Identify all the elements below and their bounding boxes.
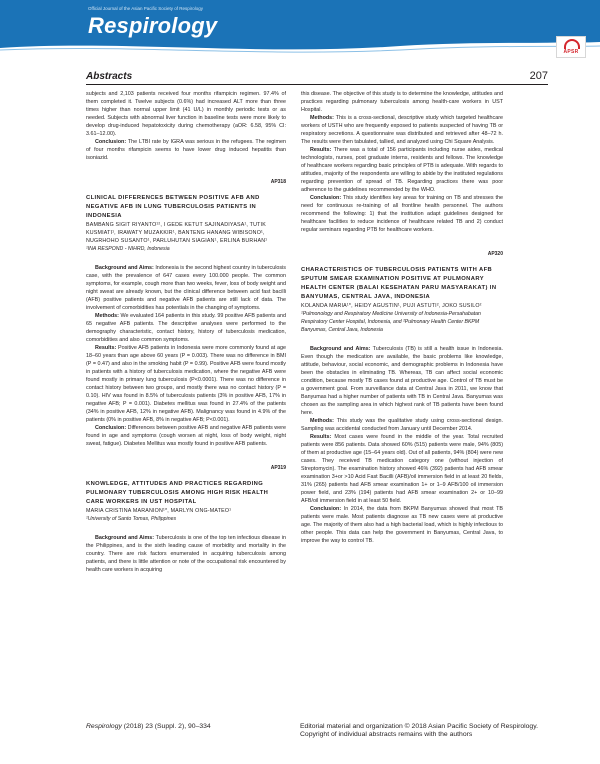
abstract-authors-ap320: KOLANDA MARIA¹*, HEIDY AGUSTIN¹, PUJI ASTUTI², JOKO SUSILO²	[301, 303, 482, 309]
journal-title: Respirology	[88, 13, 218, 38]
ap319-methods: Methods: This is a cross-sectional, descriptive study which targeted healthcare workers of USTH who are frequently exposed to patients suspected of having TB or respiratory secretions. A questionnaire was distributed and retrieved after 48–72 h. The results were then tabulated, tallied, and analyzed using Chi Square Analysis.	[301, 115, 503, 145]
footer-copyright	[300, 723, 554, 739]
abstract-authors-ap319: MARIA CRISTINA MARANION¹*, MARLYN ONG-MATEO¹	[86, 508, 232, 514]
abstract-id-ap319: AP319	[270, 465, 286, 471]
ap318-conclusion: Conclusion: Differences between positive AFB and negative AFB patients were found in age and symptoms (cough worsen at night, loss of body weight, night sweat, fatigue). Diabetes Mellitus was mostly found in positive AFB patients.	[86, 425, 286, 447]
ap319-background-continued: this disease. The objective of this study is to determine the knowledge, attitudes and practices regarding pulmonary tuberculosis among health-care workers in UST Hospital.	[301, 91, 503, 113]
apsr-logo	[556, 36, 586, 58]
left-column	[86, 90, 286, 574]
page-number: 207	[529, 70, 548, 82]
section-header: Abstracts	[86, 71, 133, 82]
right-column	[301, 90, 503, 545]
abstract-affiliation-ap319: ¹University of Santo Tomas, Philippines	[86, 516, 177, 522]
abstract-authors-ap318: BAMBANG SIGIT RIYANTO¹², I GEDE KETUT SAJINADIYASA¹, TUTIK KUSMIATI¹, IRAWATY MUZAKKIR¹, BANTENG HANANG WIBISONO¹, NUGRHOHO SUSANTO¹, PARLUHUTAN SIAGIAN¹, ERLINA BURHAN¹	[86, 222, 268, 244]
ap320-methods: Methods: This study was the qualitative study using cross-sectional design. Sampling was accidental conducted from January until December 2014.	[301, 418, 503, 432]
abstract-id-ap320: AP320	[487, 251, 503, 257]
ap318-methods: Methods: We evaluated 164 patients in this study. 99 positive AFB patients and 65 negative AFB patients. The descriptive analyses were performed to the demography characteristic, contact history, history of tuberculosis medication, comorbidities and also common symptoms.	[86, 313, 286, 343]
abstract-title-ap320: CHARACTERISTICS OF TUBERCULOSIS PATIENTS WITH AFB SPUTUM SMEAR EXAMINATION POSITIVE AT PULMONARY HEALTH CENTER (BALAI KESEHATAN PARU MASYARAKAT) IN BANYUMAS, CENTRAL JAVA, INDONESIA	[301, 267, 497, 300]
footer-rights-line-1: Editorial material and organization © 2018 Asian Pacific Society of Respirology.	[300, 723, 538, 730]
footer-rights-line-2: Copyright of individual abstracts remains with the authors	[300, 731, 473, 738]
abstract-title-ap318: CLINICAL DIFFERENCES BETWEEN POSITIVE AFB AND NEGATIVE AFB IN LUNG TUBERCULOSIS PATIENTS IN INDONESIA	[86, 195, 260, 219]
journal-banner	[0, 0, 600, 56]
abstract-title-ap319: KNOWLEDGE, ATTITUDES AND PRACTICES REGARDING PULMONARY TUBERCULOSIS AMONG HIGH RISK HEALTH CARE WORKERS IN UST HOSPITAL	[86, 481, 269, 505]
ap318-background: Background and Aims: Indonesia is the second highest country in tuberculosis case, with the prevalence of 647 cases every 100.000 people. The common symptoms, for example, cough more than two weeks, fever, loss of body weight and night sweat are already known, but the clinical difference between acid fast bacilli (AFB) positive patients and negative AFB patients are still lack of data. The involvement of comorbidities has potentials in the changing of symptoms.	[86, 265, 286, 311]
footer-citation	[86, 723, 211, 731]
continued-results: subjects and 2,103 patients received four months rifampicin regimen. 97.4% of them completed it. Twelve subjects (0.6%) had increased ALT more than three times higher than normal upper limit (41 U/L) in monthly periodic tests or as needed. Subjects with abnormal liver function in baseline tests were more likely to develop drug-induced hepatotoxicity during chemotherapy (aOR: 6.58, 95% CI: 3.61–12.00).	[86, 91, 286, 137]
journal-subtitle: Official Journal of the Asian Pacific Society of Respirology	[88, 6, 203, 11]
ap319-results: Results: There was a total of 156 participants including nurse aides, medical technologists, nurses, post graduate interns, residents and fellows. The knowledge of healthcare workers regarding basic principles of PTB is adequate. With regards to attitudes, majority of the respondents are willing to abide by the instituted regulations regarding prevention of spread of TB. Regarding practices there was poor adherence to the guidelines recommended by the WHO.	[301, 147, 503, 193]
ap320-results: Results: Most cases were found in the middle of the year. Total recruited patients were 856 patients. Data showed 60% (515) patients were male, 94% (805) of them at productive age (15–64 years old). Out of all patients, 94% (804) were new cases. They received TB medication category one (without injection of Streptomycin). The examination history showed 46% (392) patients had AFB smear examination 3+or >10 Acid Fast Bacilli (AFB)/oil immersion field in at least 20 fields, 31% (265) patients had AFB smear examination 1+ or 1–9 AFB/100 oil immersion power field, and 23% (194) patients had AFB smear examination 2+ or 10–99 AFB/oil immersion field in at least 50 field.	[301, 434, 503, 504]
abstract-affiliation-ap318: ¹INA RESPOND - NIHRD, Indonesia	[86, 246, 170, 252]
banner-wave	[0, 38, 600, 56]
apsr-logo-text: APSR	[563, 49, 579, 55]
abstract-id-ap318: AP318	[270, 179, 286, 185]
ap320-background: Background and Aims: Tuberculosis (TB) is still a health issue in Indonesia. Even though the medication are available, the basic problems like knowledge, attitude, behaviour, social economic, and demographic problems in Indonesia have been the obstacles in eliminating TB. Whereas, TB can affect social economic condition, because mostly TB cases found at productive age. Control of TB must be a government goal. From surveillance data at Central Java in 2011, we know that Banyumas had a higher number of patients with TB in Central Java. Banyumas was chosen as the sampling area in which highest rank of TB patients have been found here.	[301, 346, 503, 416]
footer-volume: (2018) 23 (Suppl. 2), 90–334	[121, 723, 211, 730]
header-rule	[86, 84, 548, 85]
abstract-affiliation-ap320: ¹Pulmonology and Respiratory Medicine University of Indonesia-Persahabatan Respiratory Center Hospital, Indonesia, and ²Pulmonary Health Center BKPM Banyumas, Central Java, Indonesia	[301, 311, 481, 333]
continued-conclusion: Conclusion: The LTBI rate by IGRA was serious in the refugees. The regimen of four months rifampicin seems to have lower drug induced hepatitis than isoniazid.	[86, 139, 286, 161]
ap319-background: Background and Aims: Tuberculosis is one of the top ten infectious disease in the Philippines, and is the sixth leading cause of morbidity and mortality in the country. There are risk factors enumerated in acquiring tuberculosis among patients, and there is little attention or note of the occupational risk encountered by health care workers in acquiring	[86, 535, 286, 573]
ap318-results: Results: Positive AFB patients in Indonesia were more commonly found at age 18–60 years than age above 60 years (P = 0.003). There was no difference in BMI (P = 0.47) and also in the smoking habit (P = 0.99). Positive AFB were found mostly in patients with a history of tuberculosis medication, where the negative AFB were found mostly in primary lung tuberculosis (P<0.0001). There was no difference in contact history between two groups, and mostly there was no contact history (P = 0.10). HIV was found in 8.5% of tuberculosis patients (3% in positive AFB, 17% in negative AFB; P = 0.001). Diabetes mellitus was found in 27.4% of the patients (34% in positive AFB, 12% in negative AFB). Malignancy was found in 4.9% of the patients (0% in positive AFB, 8% in negative AFB; P<0.001).	[86, 345, 286, 423]
footer-journal: Respirology	[86, 723, 122, 730]
ap319-conclusion: Conclusion: This study identifies key areas for training on TB and stresses the need for continuous re-training of all frontline health personnel. The authors recommend the following: 1) that the institution adapt guidelines designed for healthcare facilities to reduce incidence of healthcare related TB and 2) conduct regular seminars regarding PTB for healthcare workers.	[301, 195, 503, 233]
ap320-conclusion: Conclusion: In 2014, the data from BKPM Banyumas showed that most TB patients were male. Most patients diagnose as TB new cases were at productive age. The majority of them also had a high bacterial load, which is highly infectious to other people. This data can help the government in Banyumas, Central Java, to improve the way to control TB.	[301, 506, 503, 544]
